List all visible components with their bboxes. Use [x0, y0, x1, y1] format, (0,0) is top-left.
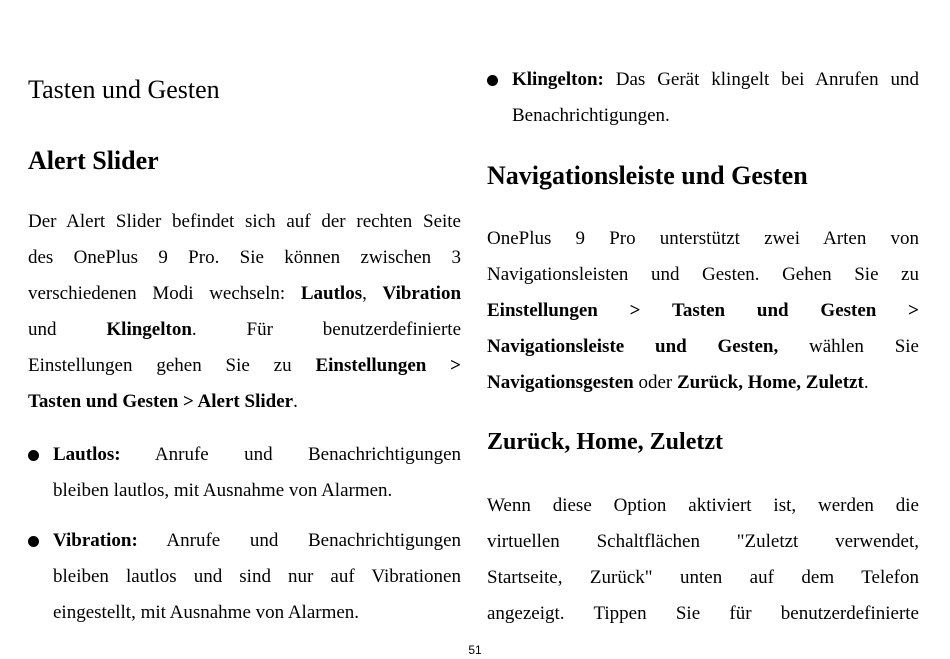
text-line: Benachrichtigungen.: [512, 105, 670, 126]
bullet-lautlos-text: [53, 437, 461, 509]
bullet-dot-icon: [28, 450, 39, 461]
text-line: Wenn diese Option aktiviert ist, werden die: [487, 495, 919, 516]
text-line: Navigationsleiste und Gesten, wählen Sie: [487, 336, 919, 357]
bullet-klingelton: [487, 62, 919, 134]
text-line: OnePlus 9 Pro unterstützt zwei Arten von: [487, 228, 919, 249]
subsection-title-zurueck-home-zuletzt: Zurück, Home, Zuletzt: [487, 429, 723, 455]
text-line: Lautlos: Anrufe und Benachrichtigungen: [53, 444, 461, 465]
text-line: und Klingelton. Für benutzerdefinierte: [28, 319, 462, 340]
navigation-paragraph: [487, 221, 919, 401]
text-line: Der Alert Slider befindet sich auf der rechten Seite: [28, 211, 461, 232]
text-line: Vibration: Anrufe und Benachrichtigungen: [53, 530, 461, 551]
bullet-klingelton-text: [512, 62, 919, 134]
section-title-navigation: Navigationsleiste und Gesten: [487, 161, 808, 190]
bullet-lautlos: [28, 437, 461, 509]
text-line: Tasten und Gesten > Alert Slider.: [28, 391, 298, 412]
bullet-vibration-text: [53, 523, 461, 631]
chapter-title: Tasten und Gesten: [28, 75, 220, 104]
text-line: angezeigt. Tippen Sie für benutzerdefinierte: [487, 603, 919, 624]
zurueck-home-zuletzt-paragraph: [487, 488, 919, 632]
alert-slider-paragraph: [28, 204, 461, 420]
bullet-dot-icon: [28, 536, 39, 547]
text-line: Einstellungen > Tasten und Gesten >: [487, 300, 919, 321]
text-line: bleiben lautlos und sind nur auf Vibrationen: [53, 566, 461, 587]
section-title-alert-slider: Alert Slider: [28, 146, 159, 175]
text-line: Navigationsgesten oder Zurück, Home, Zuletzt.: [487, 372, 869, 393]
text-line: Einstellungen gehen Sie zu Einstellungen >: [28, 355, 461, 376]
bullet-dot-icon: [487, 75, 498, 86]
page-number: 51: [468, 643, 482, 657]
text-line: eingestellt, mit Ausnahme von Alarmen.: [53, 602, 360, 623]
text-line: virtuellen Schaltflächen "Zuletzt verwendet,: [487, 531, 919, 552]
text-line: bleiben lautlos, mit Ausnahme von Alarmen.: [53, 480, 393, 501]
text-line: des OnePlus 9 Pro. Sie können zwischen 3: [28, 247, 461, 268]
bullet-vibration: [28, 523, 461, 631]
text-line: Navigationsleisten und Gesten. Gehen Sie zu: [487, 264, 919, 285]
text-line: Klingelton: Das Gerät klingelt bei Anrufen und: [512, 69, 919, 90]
text-line: verschiedenen Modi wechseln: Lautlos, Vibration: [28, 283, 462, 304]
text-line: Startseite, Zurück" unten auf dem Telefon: [487, 567, 919, 588]
